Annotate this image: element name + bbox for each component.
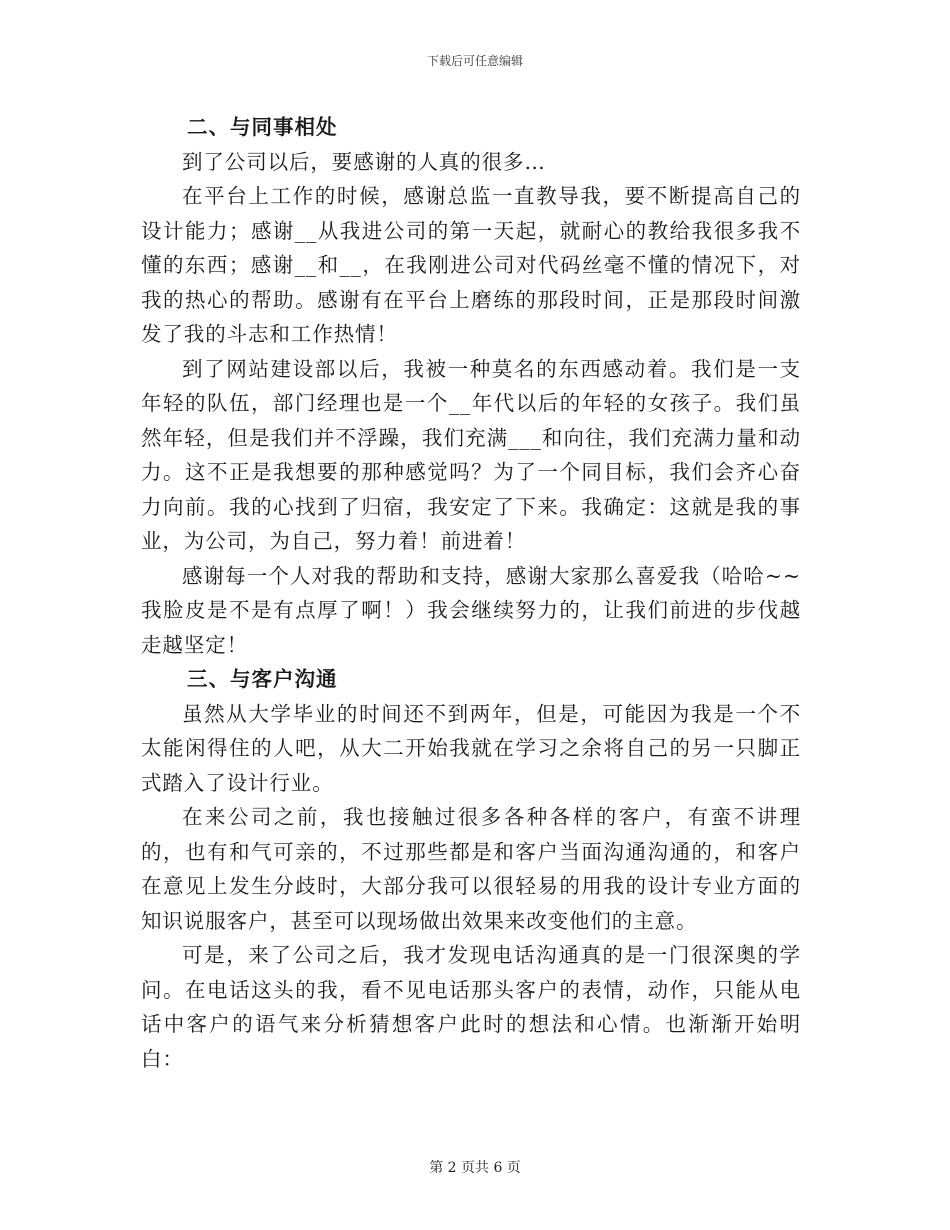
document-body [141,110,801,1076]
paragraph: 到了公司以后，要感谢的人真的很多… [182,149,546,174]
paragraph: 可是，来了公司之后，我才发现电话沟通真的是一门很深奥的学问。在电话这头的我，看不见电话那头客户的表情，动作，只能从电话中客户的语气来分析猜想客户此时的想法和心情。也渐渐开始明白： [141,943,801,1071]
page-number: 第 2 页共 6 页 [429,1160,521,1176]
paragraph: 感谢每一个人对我的帮助和支持，感谢大家那么喜爱我（哈哈~~我脸皮是不是有点厚了啊！）我会继续努力的，让我们前进的步伐越走越坚定！ [141,563,801,657]
paragraph: 在平台上工作的时候，感谢总监一直教导我，要不断提高自己的设计能力；感谢__从我进公司的第一天起，就耐心的教给我很多我不懂的东西；感谢__和__，在我刚进公司对代码丝毫不懂的情况下，对我的热心的帮助。感谢有在平台上磨练的那段时间，正是那段时间激发了我的斗志和工作热情！ [141,184,801,346]
section-heading-clients: 三、与客户沟通 [187,667,338,691]
paragraph: 在来公司之前，我也接触过很多各种各样的客户，有蛮不讲理的，也有和气可亲的，不过那些都是和客户当面沟通沟通的，和客户在意见上发生分歧时，大部分我可以很轻易的用我的设计专业方面的知识说服客户，甚至可以现场做出效果来改变他们的主意。 [141,805,801,933]
paragraph: 虽然从大学毕业的时间还不到两年，但是，可能因为我是一个不太能闲得住的人吧，从大二开始我就在学习之余将自己的另一只脚正式踏入了设计行业。 [141,701,801,795]
paragraph: 到了网站建设部以后，我被一种莫名的东西感动着。我们是一支年轻的队伍，部门经理也是一个__年代以后的年轻的女孩子。我们虽然年轻，但是我们并不浮躁，我们充满___和向往，我们充满力量和动力。这不正是我想要的那种感觉吗？为了一个同目标，我们会齐心奋力向前。我的心找到了归宿，我安定了下来。我确定：这就是我的事业，为公司，为自己，努力着！前进着！ [141,356,801,553]
page-header: 下载后可任意编辑 [426,54,523,68]
section-heading-colleagues: 二、与同事相处 [187,115,338,139]
